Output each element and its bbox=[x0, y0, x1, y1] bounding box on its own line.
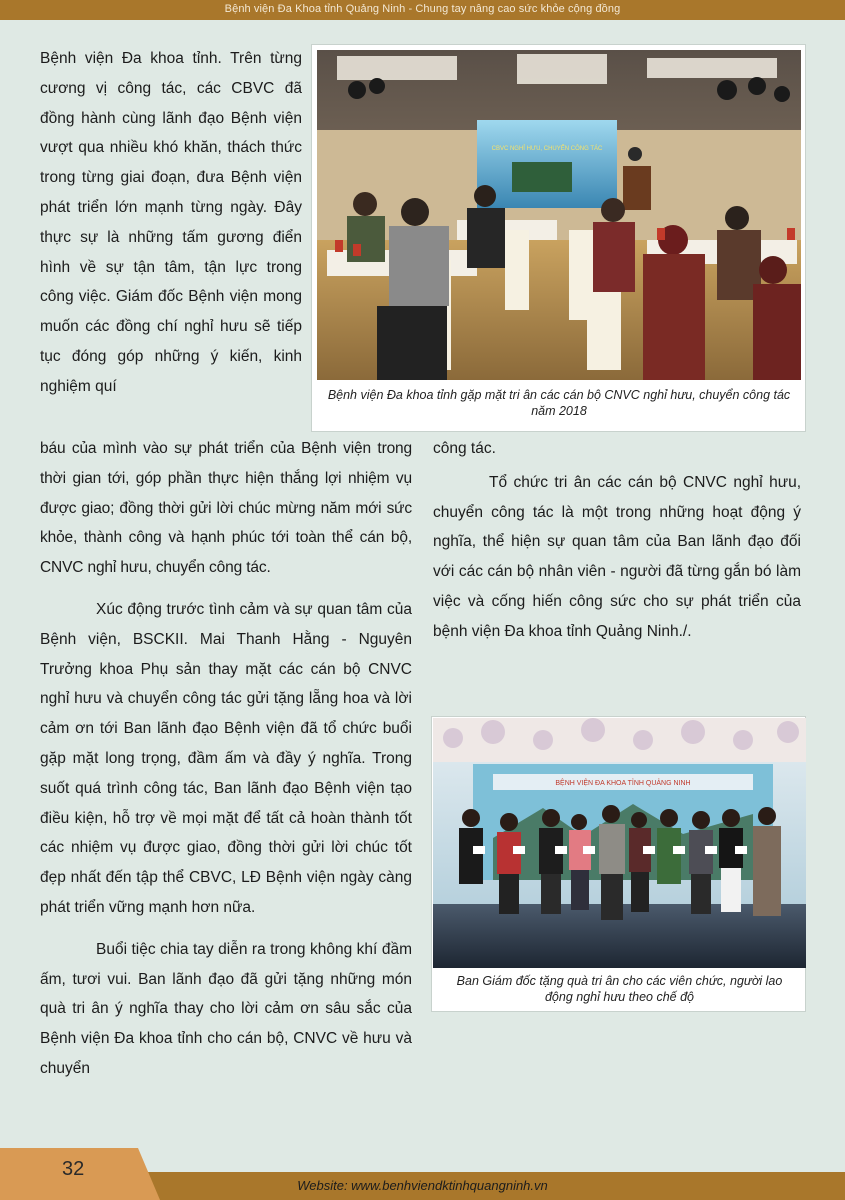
article-left-column bbox=[40, 434, 412, 1084]
article-paragraph-1-cont: báu của mình vào sự phát triển của Bệnh viện trong thời gian tới, góp phần thực hiện thắng lợi nhiệm vụ được giao; đồng thời gửi lời chúc mừng năm mới sức khỏe, thành công và hạnh phúc tới toàn thể cán bộ, CNVC nghỉ hưu, chuyển công tác. bbox=[40, 440, 412, 577]
article-paragraph-1-top bbox=[40, 44, 302, 402]
article-paragraph-3: Buổi tiệc chia tay diễn ra trong không khí đầm ấm, tươi vui. Ban lãnh đạo đã gửi tặng những món quà tri ân ý nghĩa thay cho lời cảm ơn sâu sắc của Bệnh viện Đa khoa tỉnh cho cán bộ, CNVC về hưu và chuyển bbox=[40, 940, 412, 1077]
article-paragraph-4: Tổ chức tri ân các cán bộ CNVC nghỉ hưu, chuyển công tác là một trong những hoạt động ý nghĩa, thể hiện sự quan tâm của Ban lãnh đạo đối với các cán bộ nhân viên - người đã từng gắn bó làm việc và cống hiến công sức cho sự phát triển của bệnh viện Đa khoa tỉnh Quảng Ninh./. bbox=[433, 473, 801, 640]
banner-text: BỆNH VIỆN ĐA KHOA TỈNH QUẢNG NINH bbox=[555, 780, 691, 787]
bottom-photo-caption: Ban Giám đốc tặng quà tri ân cho các viên chức, người lao động nghỉ hưu theo chế độ bbox=[456, 974, 783, 1004]
page-number: 32 bbox=[62, 1158, 85, 1180]
screen-text: CBVC NGHỈ HƯU, CHUYỂN CÔNG TÁC bbox=[491, 146, 603, 152]
header-title: Bệnh viện Đa Khoa tỉnh Quảng Ninh - Chung tay nâng cao sức khỏe cộng đồng bbox=[224, 3, 621, 15]
bottom-photo bbox=[433, 718, 806, 968]
article-paragraph-2: Xúc động trước tình cảm và sự quan tâm của Bệnh viện, BSCKII. Mai Thanh Hằng - Nguyên Trưởng khoa Phụ sản thay mặt các cán bộ CNVC nghỉ hưu và chuyển công tác gửi tặng lẵng hoa và lời cảm ơn tới Ban lãnh đạo Bệnh viện đã tổ chức buổi gặp mặt long trọng, đầm ấm và đầy ý nghĩa. Trong suốt quá trình công tác, Ban lãnh đạo Bệnh viện tạo điều kiện, hỗ trợ về mọi mặt để tất cả hoàn thành tốt các nhiệm vụ được giao, đồng thời gửi lời chúc tốt đẹp nhất đến tập thể CBVC, LĐ Bệnh viện ngày càng phát triển vững mạnh hơn nữa. bbox=[40, 600, 412, 916]
website-link[interactable]: Website: www.benhviendktinhquangninh.vn bbox=[297, 1178, 548, 1193]
top-photo-frame bbox=[311, 44, 806, 432]
top-photo-caption: Bệnh viện Đa khoa tỉnh gặp mặt tri ân các cán bộ CNVC nghỉ hưu, chuyển công tác năm 2018 bbox=[327, 388, 791, 418]
article-right-column bbox=[433, 434, 801, 647]
article-paragraph-3-cont: công tác. bbox=[433, 440, 496, 457]
top-photo bbox=[317, 50, 801, 380]
bottom-photo-frame bbox=[431, 716, 806, 1012]
article-text: Bệnh viện Đa khoa tỉnh. Trên từng cương vị công tác, các CBVC đã đồng hành cùng lãnh đạo Bệnh viện vượt qua nhiều khó khăn, thách thức trong từng giai đoạn, đưa Bệnh viện phát triển lớn mạnh từng ngày. Đây thực sự là những tấm gương điển hình về sự tận tâm, tận lực trong công việc. Giám đốc Bệnh viện mong muốn các đồng chí nghỉ hưu sẽ tiếp tục đóng góp những ý kiến, kinh nghiệm quí bbox=[40, 50, 302, 395]
